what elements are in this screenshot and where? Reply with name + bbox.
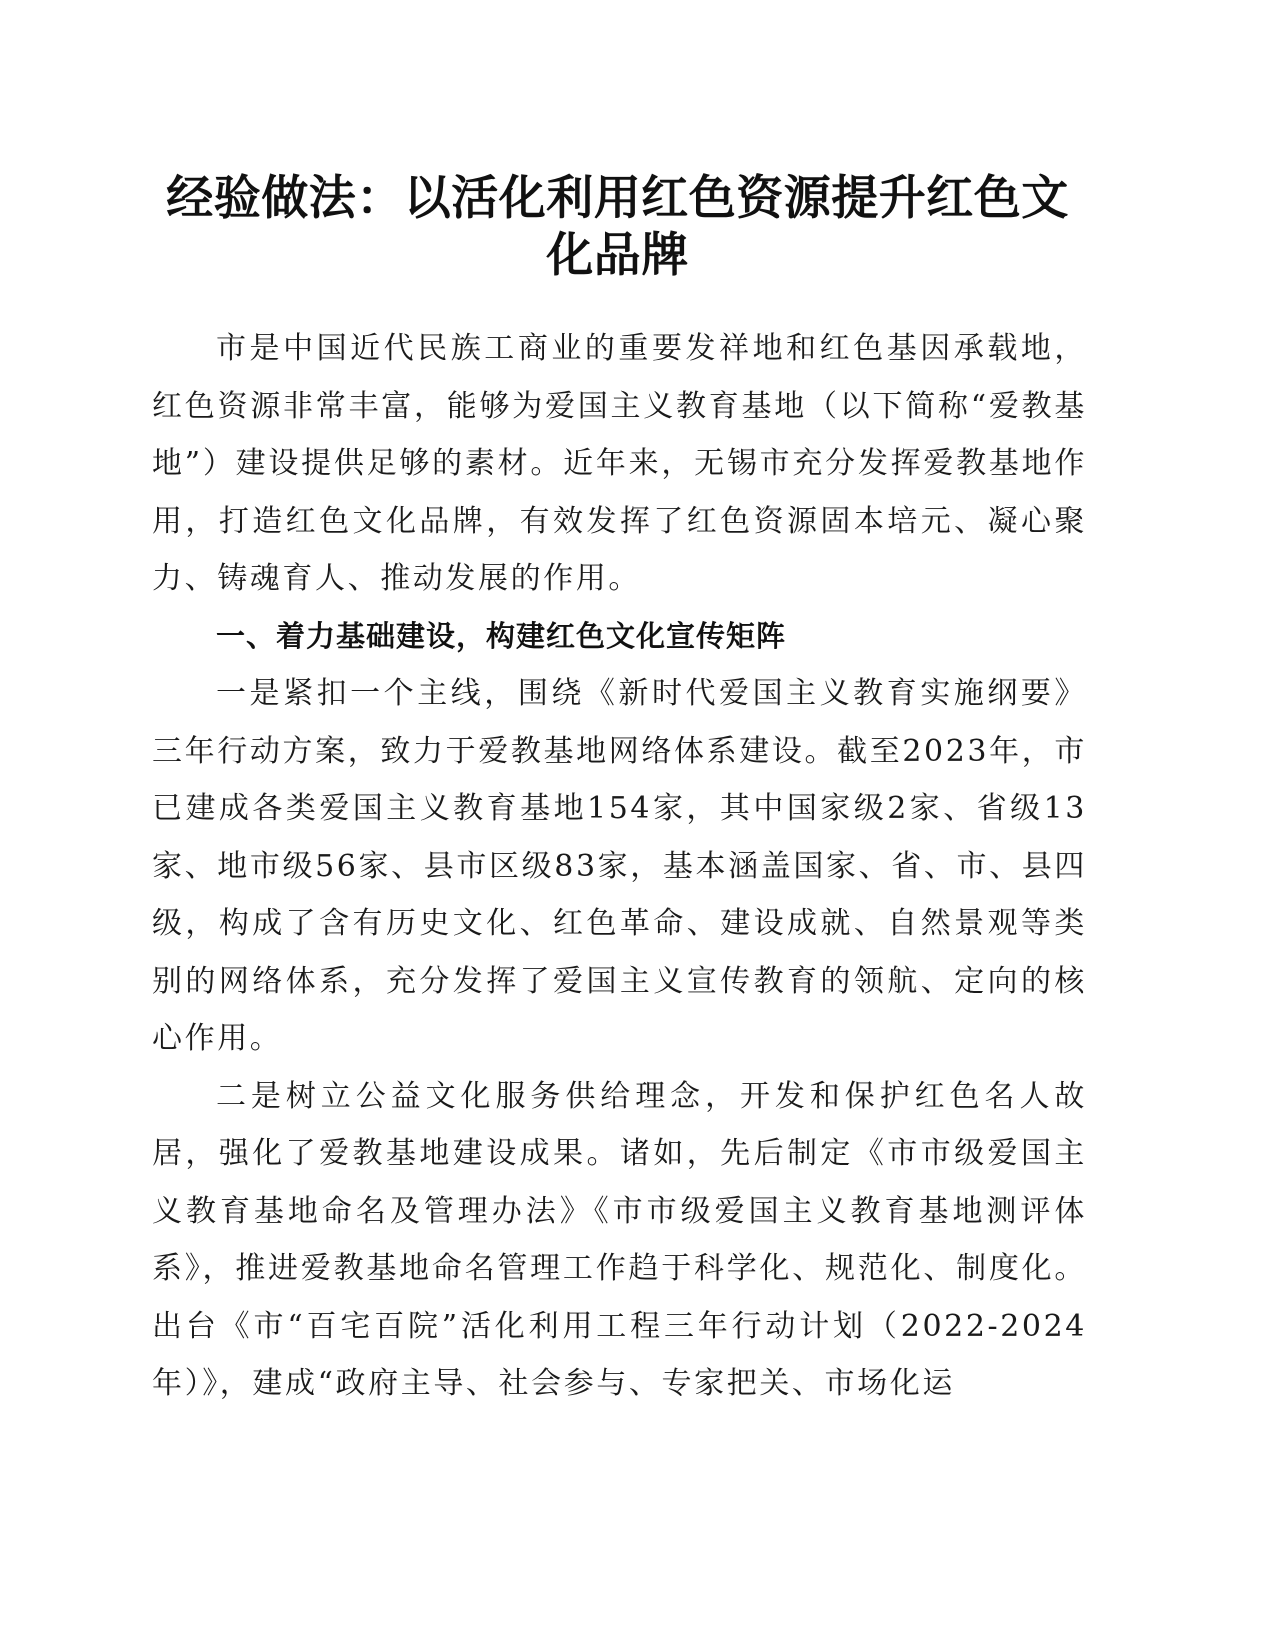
document-title: 经验做法：以活化利用红色资源提升红色文化品牌 [166,171,1069,283]
intro-paragraph: 市是中国近代民族工商业的重要发祥地和红色基因承载地，红色资源非常丰富，能够为爱国主义教育基地（以下简称“爱教基地”）建设提供足够的素材。近年来，无锡市充分发挥爱教基地作用，打造红色文化品牌，有效发挥了红色资源固本培元、凝心聚力、铸魂育人、推动发展的作用。 [152,331,1087,596]
section1-paragraph-2: 二是树立公益文化服务供给理念，开发和保护红色名人故居，强化了爱教基地建设成果。诸如，先后制定《市市级爱国主义教育基地命名及管理办法》《市市级爱国主义教育基地测评体系》，推进爱教基地命名管理工作趋于科学化、规范化、制度化。出台《市“百宅百院”活化利用工程三年行动计划（2022-2024年）》，建成“政府主导、社会参与、专家把关、市场化运 [152,1078,1087,1401]
section-heading-1: 一、着力基础建设，构建红色文化宣传矩阵 [216,618,787,653]
section1-paragraph-1: 一是紧扣一个主线，围绕《新时代爱国主义教育实施纲要》三年行动方案，致力于爱教基地网络体系建设。截至2023年，市已建成各类爱国主义教育基地154家，其中国家级2家、省级13家、地市级56家、县市区级83家，基本涵盖国家、省、市、县四级，构成了含有历史文化、红色革命、建设成就、自然景观等类别的网络体系，充分发挥了爱国主义宣传教育的领航、定向的核心作用。 [152,676,1087,1056]
document-body [152,320,1087,1413]
